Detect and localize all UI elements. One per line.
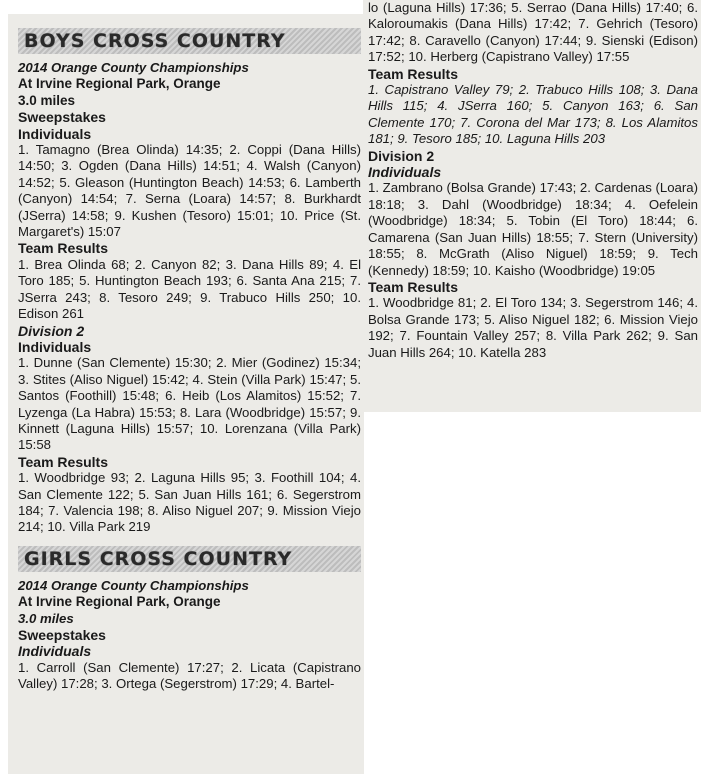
boys-venue: At Irvine Regional Park, Orange xyxy=(18,76,221,92)
girls-banner: GIRLS CROSS COUNTRY xyxy=(18,546,361,572)
girls-venue: At Irvine Regional Park, Orange xyxy=(18,594,221,610)
girls-sweepstakes-individuals-cont: lo (Laguna Hills) 17:36; 5. Serrao (Dana Hills) 17:40; 6. Kaloroumakis (Dana Hills) 17:42; 7. Gehrich (Tesoro) 17:42; 8. Caravello (Canyon) 17:44; 9. Sienski (Edison) 17:52; 10. Herberg (Capistrano Valley) 17:55 xyxy=(368,0,698,65)
girls-team-results-label: Team Results xyxy=(368,65,458,82)
boys-division2-label: Division 2 xyxy=(18,322,85,339)
girls-div2-teams: 1. Woodbridge 81; 2. El Toro 134; 3. Segerstrom 146; 4. Bolsa Grande 173; 5. Aliso Niguel 182; 6. Mission Viejo 192; 7. Fountain Valley 257; 8. Villa Park 262; 9. San Juan Hills 264; 10. Katella 283 xyxy=(368,295,698,360)
girls-division2-label: Division 2 xyxy=(368,147,435,164)
boys-sweepstakes-label: Sweepstakes xyxy=(18,109,106,126)
boys-div2-individuals-label: Individuals xyxy=(18,338,92,355)
boys-event-title: 2014 Orange County Championships xyxy=(18,60,249,75)
girls-sweepstakes-label: Sweepstakes xyxy=(18,627,106,643)
girls-event-title: 2014 Orange County Championships xyxy=(18,577,249,593)
girls-div2-team-label: Team Results xyxy=(368,278,458,295)
boys-distance: 3.0 miles xyxy=(18,92,76,108)
left-column xyxy=(18,28,361,693)
boys-banner: BOYS CROSS COUNTRY xyxy=(18,28,361,54)
boys-individuals-label: Individuals xyxy=(18,125,92,142)
girls-div2-individuals: 1. Zambrano (Bolsa Grande) 17:43; 2. Cardenas (Loara) 18:18; 3. Dahl (Woodbridge) 18:34; 4. Oefelein (Woodbridge) 18:34; 5. Tobin (El Toro) 18:44; 6. Camarena (San Juan Hills) 18:55; 7. Stern (University) 18:55; 8. McGrath (Aliso Niguel) 18:59; 9. Tech (Kennedy) 18:59; 10. Kaisho (Woodbridge) 19:05 xyxy=(368,180,698,278)
boys-div2-teams: 1. Woodbridge 93; 2. Laguna Hills 95; 3. Foothill 104; 4. San Clemente 122; 5. San Juan Hills 161; 6. Segerstrom 184; 7. Valencia 198; 8. Aliso Niguel 207; 9. Mission Viejo 214; 10. Villa Park 219 xyxy=(18,470,361,535)
boys-div2-individuals: 1. Dunne (San Clemente) 15:30; 2. Mier (Godinez) 15:34; 3. Stites (Aliso Niguel) 15:42; 4. Stein (Villa Park) 15:47; 5. Santos (Foothill) 15:48; 6. Heib (Los Alamitos) 15:52; 7. Lyzenga (La Habra) 15:53; 8. Lara (Woodbridge) 15:57; 9. Kinnett (Laguna Hills) 15:57; 10. Lorenzana (Villa Park) 15:58 xyxy=(18,355,361,453)
girls-div2-individuals-label: Individuals xyxy=(368,164,442,181)
right-column xyxy=(368,0,698,361)
boys-sweepstakes-teams: 1. Brea Olinda 68; 2. Canyon 82; 3. Dana Hills 89; 4. El Toro 185; 5. Huntington Beach 193; 6. Santa Ana 215; 7. JSerra 243; 8. Tesoro 249; 9. Trabuco Hills 250; 10. Edison 261 xyxy=(18,256,361,322)
girls-individuals-label: Individuals xyxy=(18,643,92,660)
girls-distance: 3.0 miles xyxy=(18,610,74,626)
boys-sweepstakes-individuals: 1. Tamagno (Brea Olinda) 14:35; 2. Coppi (Dana Hills) 14:50; 3. Ogden (Dana Hills) 14:51; 4. Walsh (Canyon) 14:52; 5. Gleason (Huntington Beach) 14:53; 6. Lamberth (Canyon) 14:54; 7. Serna (Loara) 14:57; 8. Burkhardt (JSerra) 14:58; 9. Kushen (Tesoro) 15:01; 10. Price (St. Margaret's) 15:07 xyxy=(18,142,361,240)
girls-sweepstakes-teams: 1. Capistrano Valley 79; 2. Trabuco Hills 108; 3. Dana Hills 115; 4. JSerra 160; 5. Canyon 163; 6. San Clemente 170; 7. Corona del Mar 173; 8. Los Alamitos 181; 9. Tesoro 185; 10. Laguna Hills 203 xyxy=(368,82,698,147)
boys-team-results-label: Team Results xyxy=(18,240,108,257)
girls-sweepstakes-individuals-start: 1. Carroll (San Clemente) 17:27; 2. Licata (Capistrano Valley) 17:28; 3. Ortega (Segerstrom) 17:29; 4. Bartel- xyxy=(18,659,361,692)
boys-div2-team-label: Team Results xyxy=(18,453,108,470)
